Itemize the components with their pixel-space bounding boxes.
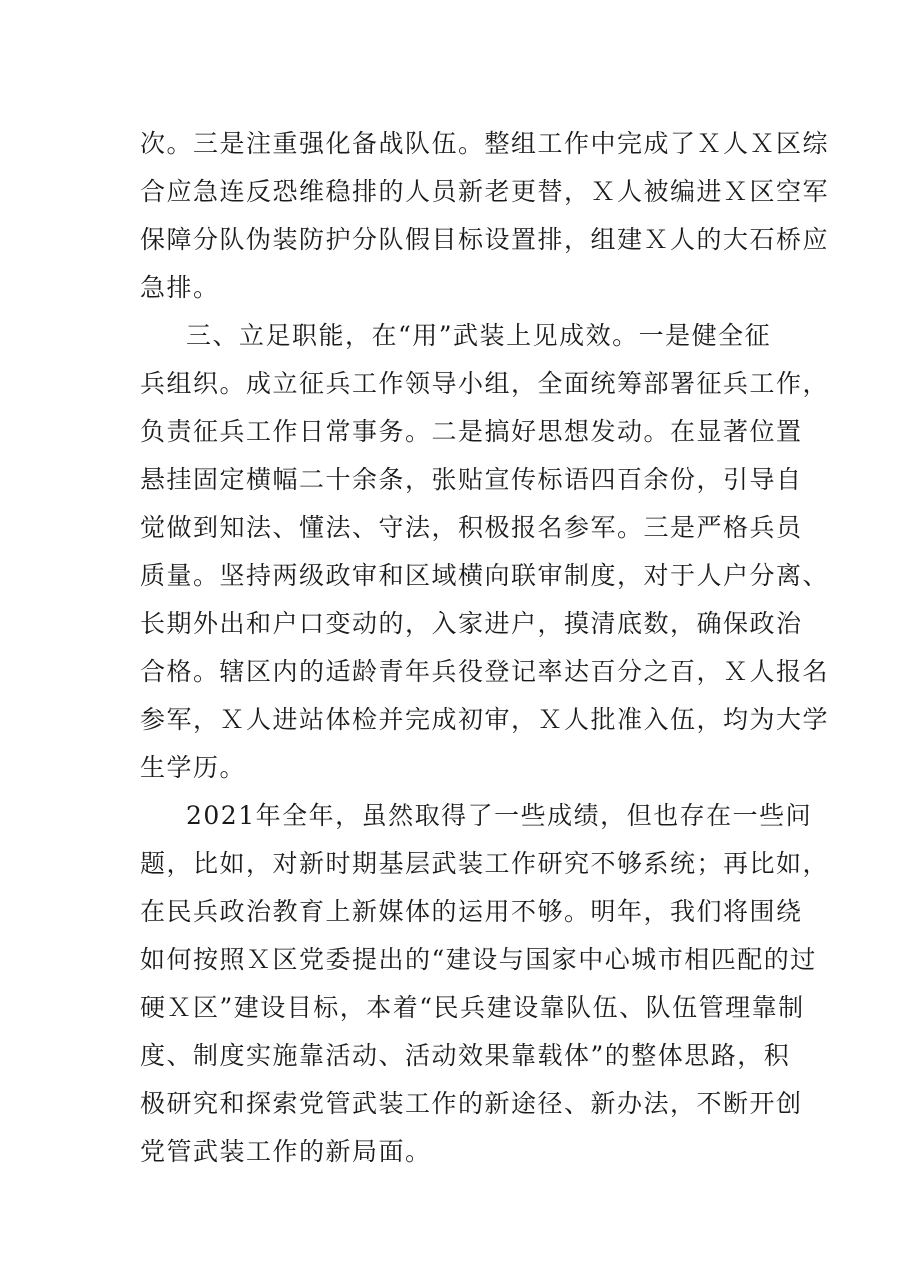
text-line: 合应急连反恐维稳排的人员新老更替，Ｘ人被编进Ｘ区空军 (140, 177, 830, 206)
text-line: 保障分队伪装防护分队假目标设置排，组建Ｘ人的大石桥应 (140, 225, 830, 254)
paragraph-start-line: 三、立足职能，在“用”武装上见成效。一是健全征 (186, 321, 772, 350)
paragraph-start-line: 2021年全年，虽然取得了一些成绩，但也存在一些问 (186, 801, 813, 830)
text-line: 急排。 (140, 273, 220, 302)
text-line: 如何按照Ｘ区党委提出的“建设与国家中心城市相匹配的过 (140, 945, 817, 974)
text-line: 硬Ｘ区”建设目标，本着“民兵建设靠队伍、队伍管理靠制 (140, 993, 805, 1022)
text-line: 悬挂固定横幅二十余条，张贴宣传标语四百余份，引导自 (140, 465, 803, 494)
text-line: 生学历。 (140, 753, 247, 782)
text-line: 在民兵政治教育上新媒体的运用不够。明年，我们将围绕 (140, 897, 803, 926)
text-line: 兵组织。成立征兵工作领导小组，全面统筹部署征兵工作， (140, 369, 830, 398)
text-line: 次。三是注重强化备战队伍。整组工作中完成了Ｘ人Ｘ区综 (140, 129, 830, 158)
text-line: 题，比如，对新时期基层武装工作研究不够系统；再比如， (140, 849, 830, 878)
text-line: 合格。辖区内的适龄青年兵役登记率达百分之百，Ｘ人报名 (140, 657, 830, 686)
text-line: 度、制度实施靠活动、活动效果靠载体”的整体思路，积 (140, 1041, 791, 1070)
text-line: 党管武装工作的新局面。 (140, 1137, 432, 1166)
text-line: 负责征兵工作日常事务。二是搞好思想发动。在显著位置 (140, 417, 803, 446)
text-line: 长期外出和户口变动的，入家进户，摸清底数，确保政治 (140, 609, 803, 638)
text-line: 觉做到知法、懂法、守法，积极报名参军。三是严格兵员 (140, 513, 803, 542)
text-line: 质量。坚持两级政审和区域横向联审制度，对于人户分离、 (140, 561, 830, 590)
text-line: 参军，Ｘ人进站体检并完成初审，Ｘ人批准入伍，均为大学 (140, 705, 830, 734)
text-line: 极研究和探索党管武装工作的新途径、新办法，不断开创 (140, 1089, 803, 1118)
